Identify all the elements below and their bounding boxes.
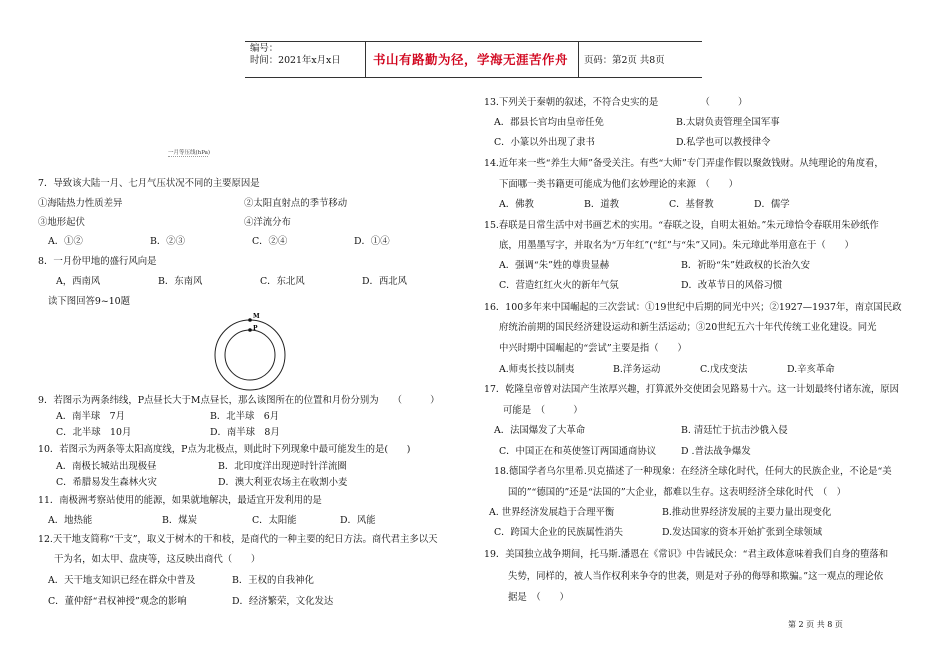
- q18-option-c: C．跨国大企业的民族属性消失: [494, 527, 624, 538]
- q13-stem: 13.下列关于秦朝的叙述，不符合史实的是 （ ）: [484, 97, 748, 108]
- q9-stem: 9．若图示为两条纬线，P点昼长大于M点昼长，那么该图所在的位置和月份分别为 （ ）: [38, 395, 440, 406]
- q14-option-d: D．儒学: [754, 199, 790, 210]
- q10-option-a: A．南极长城站出现极昼: [56, 461, 157, 472]
- q7-reason-3: ③地形起伏: [38, 217, 85, 228]
- q11-option-b: B．煤炭: [162, 515, 198, 526]
- q7-option-d: D．①④: [354, 236, 390, 247]
- q14-option-a: A．佛教: [499, 199, 534, 210]
- q12-option-b: B．王权的自我神化: [232, 575, 314, 586]
- header-time: 时间：2021年x月x日: [250, 55, 341, 66]
- q14-option-b: B．道教: [584, 199, 620, 210]
- q8-option-b: B．东南风: [158, 276, 203, 287]
- q8-option-d: D．西北风: [362, 276, 408, 287]
- q12-option-d: D．经济繁荣，文化发达: [232, 596, 334, 607]
- inner-circle: [225, 330, 275, 380]
- q19-stem-line3: 据是 （ ）: [508, 592, 569, 603]
- q19-stem-line1: 19．美国独立战争期间，托马斯.潘恩在《常识》中告诫民众：“君主政体意味着我们自身的堕落和: [484, 549, 889, 560]
- q15-option-d: D．改革节日的风俗习惯: [681, 280, 783, 291]
- q16-option-d: D.辛亥革命: [787, 364, 835, 375]
- header-divider: [365, 41, 366, 77]
- header-top-rule: [245, 41, 702, 42]
- q17-stem-line2: 可能是 （ ）: [503, 405, 583, 416]
- q16-option-c: C.戊戌变法: [700, 364, 748, 375]
- q18-option-b: B.推动世界经济发展的主要力量出现变化: [662, 507, 832, 518]
- q9-option-c: C．北半球 10月: [56, 427, 132, 438]
- q18-option-a: A. 世界经济发展趋于合理平衡: [489, 507, 615, 518]
- q14-option-c: C．基督教: [669, 199, 714, 210]
- q17-option-a: A．法国爆发了大革命: [494, 425, 586, 436]
- q11-option-a: A．地热能: [48, 515, 93, 526]
- q9-option-a: A．南半球 7月: [56, 411, 125, 422]
- q12-stem-line2: 干为名，如太甲、盘庚等，这反映出商代（ ）: [54, 554, 261, 565]
- point-m: [248, 318, 252, 322]
- q15-option-b: B．祈盼“朱”姓政权的长治久安: [681, 260, 810, 271]
- q16-option-a: A.师夷长技以制夷: [499, 364, 575, 375]
- q13-option-b: B.太尉负责管理全国军事: [676, 117, 780, 128]
- q7-reason-4: ④洋流分布: [244, 217, 291, 228]
- q13-option-a: A．郡县长官均由皇帝任免: [494, 117, 604, 128]
- label-p: P: [253, 325, 258, 332]
- q16-stem-line1: 16．100多年来中国崛起的三次尝试：①19世纪中后期的同光中兴；②1927—1937年，南京国民政: [484, 302, 902, 313]
- q10-stem: 10．若图示为两条等太阳高度线，P点为北极点，则此时下列现象中最可能发生的是( ): [38, 444, 411, 455]
- q18-stem-line1: 18.德国学者乌尔里希.贝克描述了一种现象：在经济全球化时代，任何大的民族企业，不论是“美: [494, 466, 892, 477]
- q18-stem-line2: 国的”“德国的”还是“法国的”大企业，都难以生存。这表明经济全球化时代 （ ）: [508, 487, 847, 498]
- q11-option-c: C．太阳能: [252, 515, 297, 526]
- map-fragment: [168, 156, 208, 159]
- read-figure-note: 读下图回答9~10题: [48, 296, 130, 307]
- header-code: 编号：: [250, 43, 279, 54]
- q14-stem-line2: 下面哪一类书籍更可能成为他们玄妙理论的来源 （ ）: [499, 179, 739, 190]
- point-p: [248, 328, 252, 332]
- q13-option-d: D.私学也可以教授律令: [676, 137, 771, 148]
- q7-stem: 7．导致该大陆一月、七月气压状况不同的主要原因是: [38, 178, 260, 189]
- q12-stem-line1: 12.天干地支简称“干支”，取义于树木的干和枝，是商代的一种主要的纪日方法。商代君主多以天: [38, 534, 438, 545]
- q7-option-b: B．②③: [150, 236, 186, 247]
- q15-stem-line1: 15.春联是日常生活中对书画艺术的实用。“春联之设，自明太祖始。”朱元璋恰令春联用朱砂纸作: [484, 220, 879, 231]
- q17-stem-line1: 17．乾隆皇帝曾对法国产生浓厚兴趣，打算派外交使团会见路易十六。这一计划最终付诸东流，原因: [484, 384, 900, 395]
- q15-stem-line2: 底，用墨墨写字，并取名为“万年红”(“红”与“朱”又同)。朱元璋此举用意在于（ ）: [499, 240, 854, 251]
- q8-option-a: A，西南风: [56, 276, 101, 287]
- q10-option-c: C．希腊易发生森林火灾: [56, 477, 157, 488]
- header-bottom-rule: [245, 77, 702, 78]
- q16-stem-line3: 中兴时期中国崛起的“尝试”主要是指（ ）: [499, 343, 687, 354]
- label-m: M: [253, 313, 260, 320]
- header-page: 页码：第2页 共8页: [584, 55, 665, 66]
- map-caption: 一月等压线(hPa): [168, 150, 211, 156]
- q9-option-b: B．北半球 6月: [210, 411, 280, 422]
- q11-option-d: D．风能: [340, 515, 376, 526]
- page-footer: 第 2 页 共 8 页: [788, 620, 843, 629]
- header-divider: [578, 41, 579, 77]
- header-motto: 书山有路勤为径，学海无涯苦作舟: [373, 52, 569, 67]
- q7-reason-1: ①海陆热力性质差异: [38, 198, 123, 209]
- q8-stem: 8．一月份甲地的盛行风向是: [38, 256, 157, 267]
- q12-option-c: C．董仲舒“君权神授”观念的影响: [48, 596, 187, 607]
- q7-option-c: C．②④: [252, 236, 288, 247]
- q14-stem-line1: 14.近年来一些“养生大师”备受关注。有些“大师”专门弄虚作假以聚敛钱财。从纯理论的角度看，: [484, 158, 884, 169]
- q17-option-b: B. 清廷忙于抗击沙俄入侵: [681, 425, 788, 436]
- q11-stem: 11．南极洲考察站使用的能源，如果就地解决，最适宜开发利用的是: [38, 495, 322, 506]
- q7-reason-2: ②太阳直射点的季节移动: [244, 198, 348, 209]
- q18-option-d: D.发达国家的资本开始扩张到全球领域: [662, 527, 823, 538]
- q13-option-c: C．小篆以外出现了隶书: [494, 137, 595, 148]
- q15-option-c: C．营造红红火火的新年气氛: [499, 280, 619, 291]
- q17-option-c: C．中国正在和英使签订两国通商协议: [499, 446, 657, 457]
- q16-stem-line2: 府统治前期的国民经济建设运动和新生活运动；③20世纪五六十年代传统工业化建设。同光: [499, 322, 877, 333]
- q10-option-d: D．澳大利亚农场主在收割小麦: [218, 477, 348, 488]
- q12-option-a: A．天干地支知识已经在群众中普及: [48, 575, 196, 586]
- latitude-circles-figure: [210, 308, 290, 392]
- q7-option-a: A．①②: [48, 236, 83, 247]
- q9-option-d: D．南半球 8月: [210, 427, 280, 438]
- q17-option-d: D .普法战争爆发: [681, 446, 751, 457]
- q19-stem-line2: 失势，同样的，被人当作权利来争夺的世袭，则是对子孙的侮辱和欺骗。”这一观点的理论依: [508, 571, 884, 582]
- q10-option-b: B．北印度洋出现逆时针洋流圈: [218, 461, 347, 472]
- q16-option-b: B.洋务运动: [613, 364, 661, 375]
- q8-option-c: C．东北风: [260, 276, 305, 287]
- q15-option-a: A．强调“朱”姓的尊贵显赫: [499, 260, 610, 271]
